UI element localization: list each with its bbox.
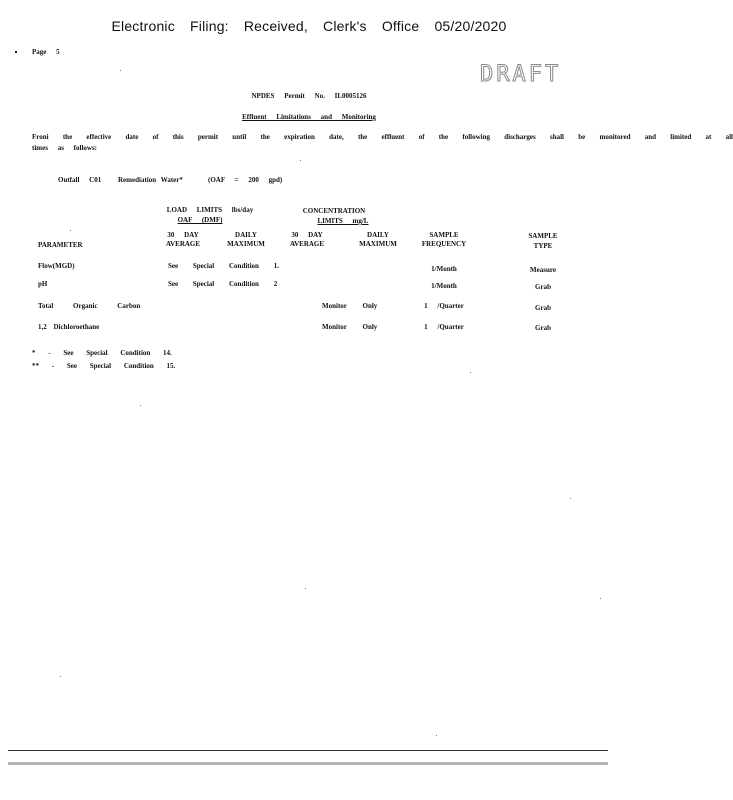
- col-conc-avg-1: 30 DAY: [291, 231, 323, 239]
- intro-line-2: times as follows:: [32, 144, 97, 152]
- row-4-frequency: 1 /Quarter: [424, 323, 464, 331]
- page-label: Page 5: [32, 48, 60, 56]
- row-1-frequency: 1/Month: [431, 265, 457, 273]
- outfall-label: Outfall C01: [58, 176, 102, 184]
- draft-watermark: DRAFT: [480, 62, 562, 87]
- scan-speck: [70, 230, 71, 231]
- conc-limits-heading: CONCENTRATION: [302, 207, 366, 215]
- row-4-type: Grab: [535, 324, 551, 332]
- row-3-conc: Monitor Only: [322, 302, 378, 310]
- margin-dot: [15, 51, 17, 53]
- load-limits-subheading: OAF (DMF): [177, 216, 223, 224]
- permit-number: NPDES Permit No. IL0005126: [251, 92, 367, 100]
- row-2-type: Grab: [535, 283, 551, 291]
- col-conc-max-1: DAILY: [367, 231, 389, 239]
- footnote-1: * - See Special Condition 14.: [32, 349, 172, 357]
- footnote-2: ** - See Special Condition 15.: [32, 362, 176, 370]
- col-freq-2: FREQUENCY: [421, 240, 467, 248]
- col-load-max-1: DAILY: [235, 231, 257, 239]
- page-bottom-band: [8, 762, 608, 765]
- col-conc-max-2: MAXIMUM: [359, 240, 397, 248]
- scan-speck: [436, 735, 437, 736]
- row-3-frequency: 1 /Quarter: [424, 302, 464, 310]
- row-4-conc: Monitor Only: [322, 323, 378, 331]
- row-4-parameter: 1,2 Dichloroethane: [38, 323, 100, 331]
- row-2-parameter: pH: [38, 280, 48, 288]
- col-load-max-2: MAXIMUM: [227, 240, 265, 248]
- scan-speck: [120, 70, 121, 71]
- intro-line-1: Froni the effective date of this permit until the expiration date, the effluent of the following discharges shall be monitored and limited at all: [32, 133, 733, 141]
- row-3-type: Grab: [535, 304, 551, 312]
- conc-limits-subheading: LIMITS mg/L: [317, 217, 369, 225]
- scan-speck: [140, 405, 141, 406]
- outfall-name: Remediation Water*: [118, 176, 183, 184]
- row-3-parameter: Total Organic Carbon: [38, 302, 141, 310]
- row-2-frequency: 1/Month: [431, 282, 457, 290]
- row-1-load: See Special Condition 1.: [168, 262, 279, 270]
- row-1-type: Measure: [530, 266, 556, 274]
- col-conc-avg-2: AVERAGE: [289, 240, 325, 248]
- col-freq-1: SAMPLE: [429, 231, 459, 239]
- row-2-load: See Special Condition 2: [168, 280, 278, 288]
- col-load-avg-1: 30 DAY: [167, 231, 199, 239]
- col-type-2: TYPE: [533, 242, 553, 250]
- outfall-flow: (OAF = 200 gpd): [208, 176, 283, 184]
- scan-speck: [570, 498, 571, 499]
- load-limits-heading: LOAD LIMITS lbs/day: [166, 206, 254, 214]
- col-type-1: SAMPLE: [528, 232, 558, 240]
- scan-speck: [600, 598, 601, 599]
- col-load-avg-2: AVERAGE: [165, 240, 201, 248]
- filing-stamp: Electronic Filing: Received, Clerk's Office 05/20/2020: [111, 18, 507, 34]
- col-parameter: PARAMETER: [38, 241, 83, 249]
- scan-speck: [470, 372, 471, 373]
- scan-speck: [60, 676, 61, 677]
- page-bottom-rule: [8, 750, 608, 751]
- row-1-parameter: Flow(MGD): [38, 262, 75, 270]
- scan-speck: [305, 588, 306, 589]
- section-title: Effluent Limitations and Monitoring: [242, 113, 376, 121]
- scan-speck: [300, 160, 301, 161]
